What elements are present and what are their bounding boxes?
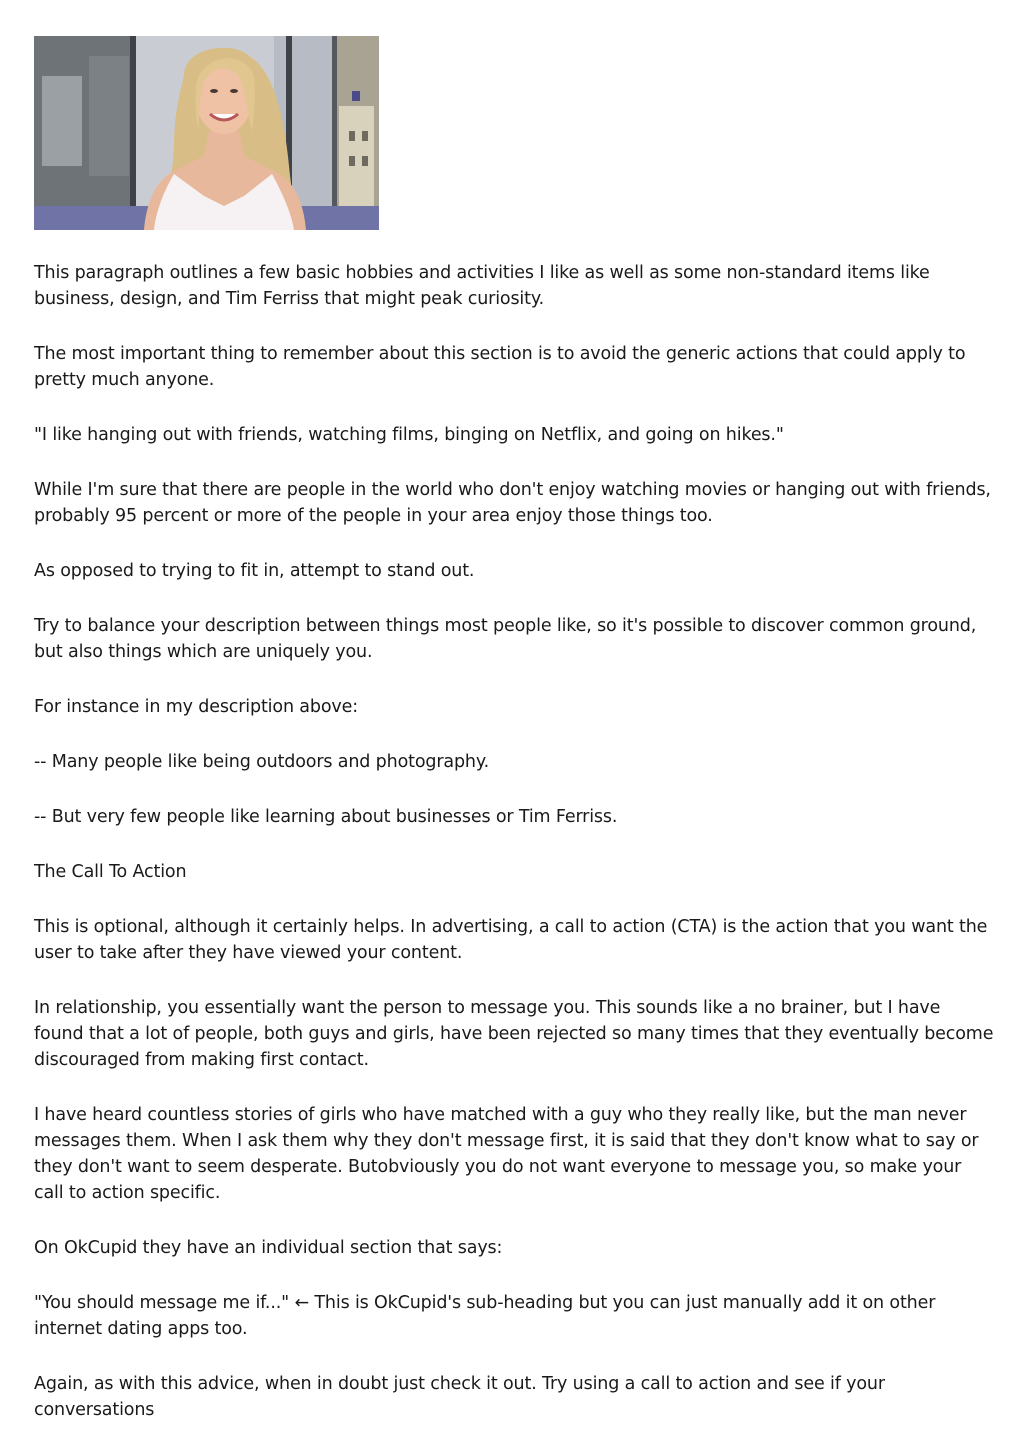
- paragraph: The most important thing to remember about this section is to avoid the generic actions that could apply to pretty much anyone.: [34, 344, 966, 390]
- paragraph: Again, as with this advice, when in doubt just check it out. Try using a call to action and see if your conversations: [34, 1374, 885, 1420]
- paragraph: On OkCupid they have an individual section that says:: [34, 1238, 503, 1258]
- document-page: [34, 36, 994, 1452]
- paragraph: I have heard countless stories of girls who have matched with a guy who they really like, but the man never messages them. When I ask them why they don't message first, it is said that they don't know what to say or they don't want to seem desperate. Butobviously you do not want everyone to message you, so make your call to action specific.: [34, 1105, 979, 1203]
- paragraph: In relationship, you essentially want the person to message you. This sounds like a no brainer, but I have found that a lot of people, both guys and girls, have been rejected so many times that they eventually become discouraged from making first contact.: [34, 998, 994, 1070]
- paragraph-quote: "You should message me if..." ← This is OkCupid's sub-heading but you can just manually add it on other internet dating apps too.: [34, 1293, 936, 1339]
- paragraph: As opposed to trying to fit in, attempt to stand out.: [34, 561, 475, 581]
- list-item: -- But very few people like learning about businesses or Tim Ferriss.: [34, 807, 618, 827]
- paragraph: While I'm sure that there are people in the world who don't enjoy watching movies or hanging out with friends, probably 95 percent or more of the people in your area enjoy those things too.: [34, 480, 991, 526]
- paragraph: This is optional, although it certainly helps. In advertising, a call to action (CTA) is the action that you want the user to take after they have viewed your content.: [34, 917, 988, 963]
- article-body: [34, 260, 994, 1423]
- paragraph: This paragraph outlines a few basic hobbies and activities I like as well as some non-standard items like business, design, and Tim Ferriss that might peak curiosity.: [34, 263, 930, 309]
- list-item: -- Many people like being outdoors and photography.: [34, 752, 489, 772]
- woman-photo-illustration: [34, 36, 379, 230]
- paragraph-quote: "I like hanging out with friends, watching films, binging on Netflix, and going on hikes.": [34, 425, 784, 445]
- paragraph: Try to balance your description between things most people like, so it's possible to discover common ground, but also things which are uniquely you.: [34, 616, 977, 662]
- article-photo: [34, 36, 379, 230]
- paragraph: For instance in my description above:: [34, 697, 358, 717]
- section-heading: The Call To Action: [34, 862, 187, 882]
